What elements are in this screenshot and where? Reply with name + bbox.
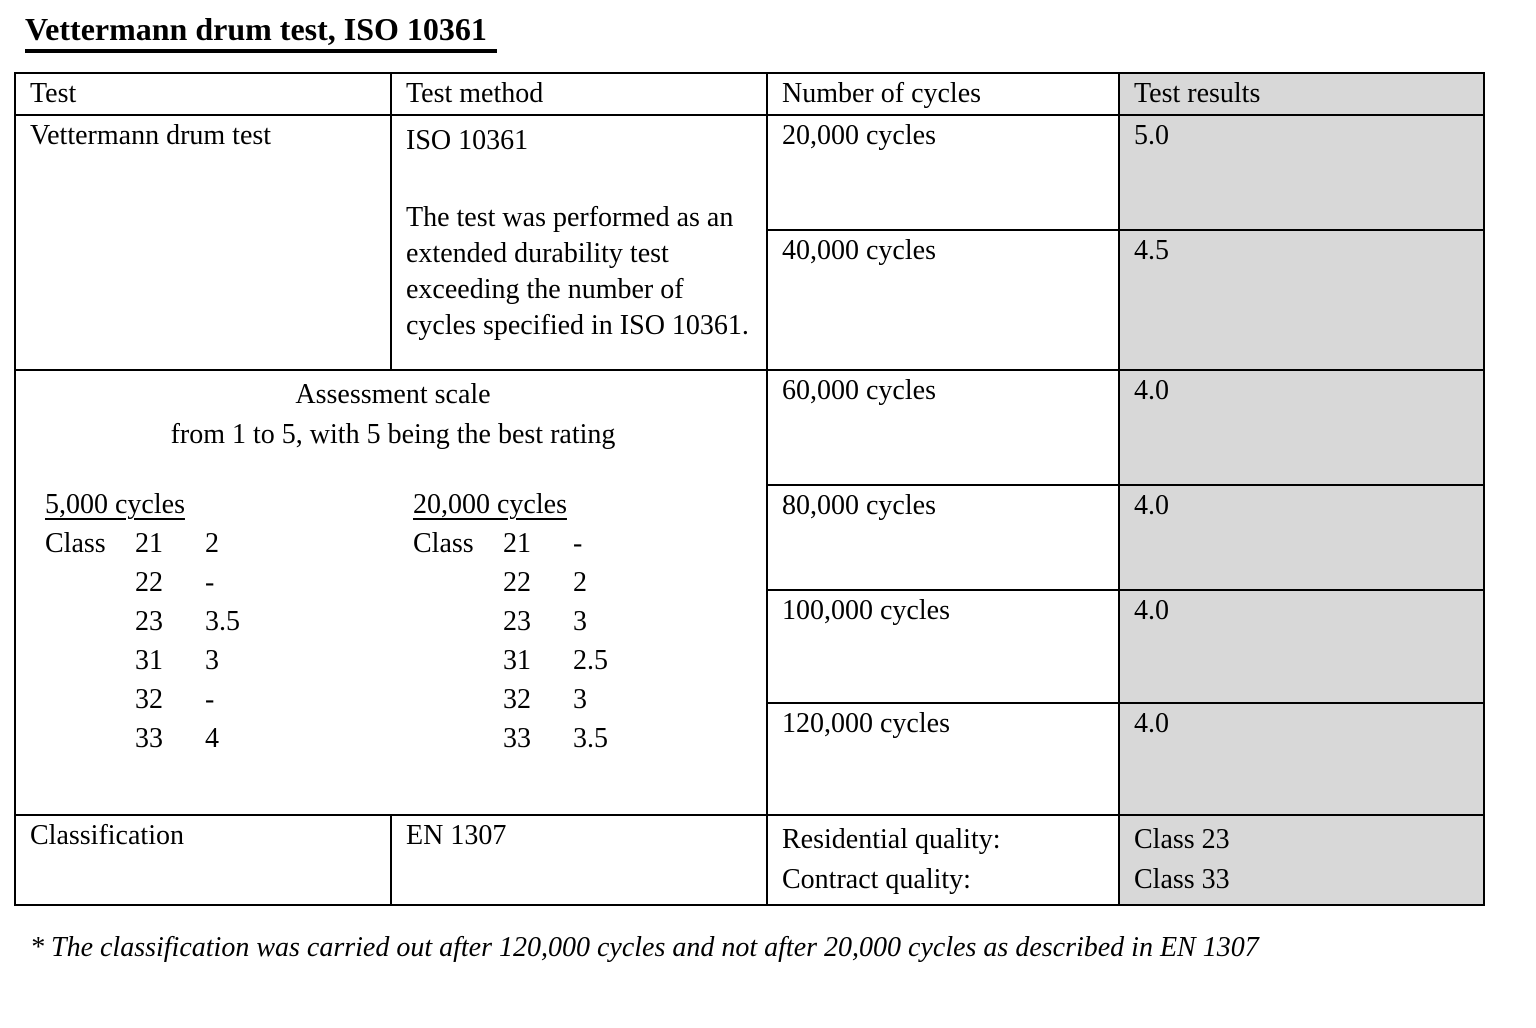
class-value: - — [573, 528, 583, 559]
scale-block-5000 — [45, 485, 413, 758]
quality-values-cell — [1119, 815, 1484, 905]
scale-row — [413, 602, 608, 641]
footnote: * The classification was carried out after 120,000 cycles and not after 20,000 cycles as described in EN 1307 — [30, 932, 1259, 963]
class-value: - — [205, 684, 215, 715]
class-value: 2 — [573, 567, 587, 598]
column-header-test: Test — [15, 73, 391, 115]
classification-label-cell: Classification — [15, 815, 391, 905]
contract-quality-value: Class 33 — [1134, 864, 1230, 895]
scale-heading-5000 — [45, 485, 413, 524]
assessment-scales — [30, 485, 756, 758]
cycles-cell-120k: 120,000 cycles — [767, 703, 1119, 815]
class-number: 31 — [503, 645, 531, 676]
class-number: 32 — [135, 684, 163, 715]
cycles-cell-80k: 80,000 cycles — [767, 485, 1119, 590]
scale-heading-text: 5,000 cycles — [45, 489, 185, 520]
class-number: 33 — [135, 723, 163, 754]
class-value: 3 — [205, 645, 219, 676]
assessment-cell — [15, 370, 767, 815]
class-number: 31 — [135, 645, 163, 676]
scale-heading-text: 20,000 cycles — [413, 489, 567, 520]
class-value: 3 — [573, 684, 587, 715]
results-table — [14, 72, 1485, 906]
scale-row — [45, 680, 413, 719]
class-value: 2 — [205, 528, 219, 559]
class-number: 23 — [503, 606, 531, 637]
residential-quality-value: Class 23 — [1134, 824, 1230, 855]
assessment-heading-line1: Assessment scale — [295, 379, 491, 410]
cycles-cell-60k: 60,000 cycles — [767, 370, 1119, 485]
result-cell-100k: 4.0 — [1119, 590, 1484, 703]
method-note: The test was performed as an extended durability test exceeding the number of cycles specified in ISO 10361. — [406, 202, 749, 341]
residential-quality-label: Residential quality: — [782, 824, 1001, 855]
scale-row — [413, 680, 608, 719]
class-number: 21 — [135, 528, 163, 559]
class-number: 22 — [135, 567, 163, 598]
class-number: 32 — [503, 684, 531, 715]
test-name-cell: Vettermann drum test — [15, 115, 391, 370]
scale-block-20000 — [413, 485, 608, 758]
scale-row — [45, 719, 413, 758]
title-wrap — [0, 0, 1536, 53]
scale-row — [45, 524, 413, 563]
result-cell-80k: 4.0 — [1119, 485, 1484, 590]
table-row-20k — [15, 115, 1484, 230]
scale-row — [413, 641, 608, 680]
class-value: 3.5 — [573, 723, 608, 754]
classification-row — [15, 815, 1484, 905]
classification-standard-cell: EN 1307 — [391, 815, 767, 905]
result-cell-40k: 4.5 — [1119, 230, 1484, 370]
scale-row — [45, 602, 413, 641]
method-name: ISO 10361 — [406, 125, 529, 156]
scale-row — [413, 524, 608, 563]
class-value: 4 — [205, 723, 219, 754]
result-cell-120k: 4.0 — [1119, 703, 1484, 815]
assessment-heading-line2: from 1 to 5, with 5 being the best rating — [170, 419, 616, 450]
class-number: 22 — [503, 567, 531, 598]
scale-heading-20000 — [413, 485, 608, 524]
class-number: 23 — [135, 606, 163, 637]
scale-row — [413, 563, 608, 602]
class-value: - — [205, 567, 215, 598]
class-number: 21 — [503, 528, 531, 559]
class-value: 3 — [573, 606, 587, 637]
class-number: 33 — [503, 723, 531, 754]
class-label: Class — [45, 528, 106, 559]
cycles-cell-40k: 40,000 cycles — [767, 230, 1119, 370]
class-label: Class — [413, 528, 474, 559]
quality-labels-cell — [767, 815, 1119, 905]
result-cell-20k: 5.0 — [1119, 115, 1484, 230]
table-row-60k — [15, 370, 1484, 485]
column-header-cycles: Number of cycles — [767, 73, 1119, 115]
cycles-cell-100k: 100,000 cycles — [767, 590, 1119, 703]
column-header-method: Test method — [391, 73, 767, 115]
class-value: 3.5 — [205, 606, 240, 637]
test-method-cell — [391, 115, 767, 370]
contract-quality-label: Contract quality: — [782, 864, 971, 895]
result-cell-60k: 4.0 — [1119, 370, 1484, 485]
class-value: 2.5 — [573, 645, 608, 676]
column-header-results: Test results — [1119, 73, 1484, 115]
scale-row — [45, 563, 413, 602]
scale-row — [413, 719, 608, 758]
cycles-cell-20k: 20,000 cycles — [767, 115, 1119, 230]
header-row — [15, 73, 1484, 115]
page-title: Vettermann drum test, ISO 10361 — [25, 12, 497, 53]
scale-row — [45, 641, 413, 680]
